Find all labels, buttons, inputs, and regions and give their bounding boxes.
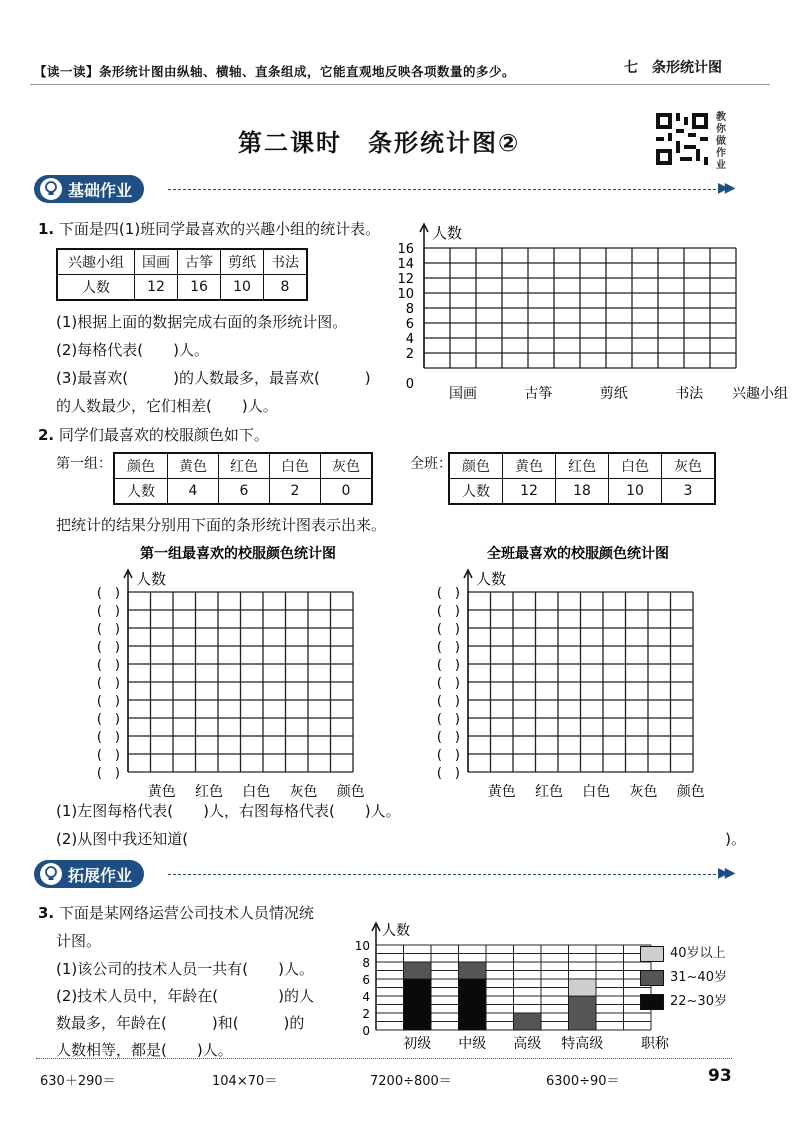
footer-rule (36, 1058, 732, 1059)
table-cell: 8 (264, 275, 308, 301)
y-tick-label: 4 (362, 990, 370, 1004)
x-category-label: 国画 (449, 386, 477, 402)
table-row (114, 453, 372, 479)
y-tick-placeholder: ( ) (96, 604, 120, 619)
legend-label: 22~30岁 (670, 994, 727, 1009)
table-cell: 人数 (449, 479, 503, 505)
table-cell: 灰色 (321, 453, 373, 479)
table-cell: 12 (503, 479, 556, 505)
table-cell: 兴趣小组 (57, 249, 135, 275)
table-row (57, 275, 307, 301)
basic-section-badge (34, 175, 144, 203)
legend-label: 40岁以上 (670, 946, 726, 961)
y-tick-label: 16 (397, 242, 414, 257)
q1-sub3b[interactable]: 的人数最少，它们相差( )人。 (56, 397, 278, 415)
table-cell: 书法 (264, 249, 308, 275)
x-axis-label: 兴趣小组 (732, 386, 788, 402)
page-title: 第二课时 条形统计图② (238, 129, 521, 157)
y-tick-placeholder: ( ) (436, 748, 460, 763)
table-row (449, 479, 715, 505)
q2-stem-text: 同学们最喜欢的校服颜色如下。 (58, 426, 269, 444)
footer-calc-2[interactable]: 104×70＝ (212, 1074, 278, 1089)
y-axis-label: 人数 (432, 224, 463, 242)
y-tick-label: 6 (405, 317, 414, 332)
q3-sub1[interactable]: (1)该公司的技术人员一共有( )人。 (56, 960, 314, 978)
table-row (57, 249, 307, 275)
basic-section-title: 基础作业 (68, 180, 133, 200)
bar-segment (404, 979, 432, 1030)
page-number: 93 (708, 1066, 732, 1086)
bar-segment (569, 996, 597, 1030)
bar-segment (404, 962, 432, 979)
footer-calc-4[interactable]: 6300÷90＝ (546, 1074, 620, 1089)
legend-item (640, 966, 727, 990)
legend-swatch (640, 994, 664, 1010)
q3-stem-text: 下面是某网络运营公司技术人员情况统 (58, 904, 314, 922)
y-tick-label: 8 (405, 302, 414, 317)
y-tick-placeholder: ( ) (436, 694, 460, 709)
x-category-label: 中级 (458, 1036, 487, 1052)
table-cell: 灰色 (662, 453, 716, 479)
bar-segment (514, 1013, 542, 1030)
x-category-label: 灰色 (289, 784, 318, 800)
x-category-label: 白色 (582, 784, 611, 800)
chapter-label: 七 条形统计图 (624, 60, 722, 76)
q1-table (56, 248, 308, 301)
y-tick-label: 6 (362, 973, 370, 987)
y-tick-placeholder: ( ) (436, 622, 460, 637)
legend-item (640, 990, 727, 1014)
legend-item (640, 942, 727, 966)
section-divider (168, 189, 716, 190)
y-tick-label: 2 (362, 1007, 370, 1021)
legend-swatch (640, 970, 664, 986)
table-cell: 红色 (219, 453, 270, 479)
qr-caption: 教你做作业 (716, 112, 726, 171)
y-tick-label: 10 (354, 939, 370, 953)
x-axis-label: 颜色 (676, 784, 705, 800)
x-category-label: 初级 (403, 1036, 432, 1052)
y-tick-placeholder: ( ) (96, 640, 120, 655)
q3-sub2a[interactable]: (2)技术人员中，年龄在( )的人 (56, 987, 314, 1005)
y-tick-label: 4 (405, 332, 414, 347)
table-row (449, 453, 715, 479)
table-cell: 16 (178, 275, 221, 301)
x-axis-label: 颜色 (336, 784, 365, 800)
y-tick-placeholder: ( ) (436, 730, 460, 745)
y-tick-placeholder: ( ) (96, 730, 120, 745)
q2-class-label: 全班： (410, 456, 452, 472)
y-tick-placeholder: ( ) (96, 622, 120, 637)
x-category-label: 红色 (195, 784, 223, 800)
q2-instruction: 把统计的结果分别用下面的条形统计图表示出来。 (56, 516, 387, 534)
q1-sub3a[interactable]: (3)最喜欢( )的人数最多，最喜欢( ) (56, 369, 371, 387)
x-axis-label: 职称 (641, 1036, 669, 1052)
x-category-label: 特高级 (561, 1036, 604, 1052)
x-category-label: 书法 (675, 386, 704, 402)
y-tick-placeholder: ( ) (436, 712, 460, 727)
y-tick-label: 8 (362, 956, 370, 970)
q2-group-label: 第一组： (56, 456, 112, 472)
table-cell: 人数 (57, 275, 135, 301)
y-axis-label: 人数 (136, 570, 167, 588)
q1-sub1: (1)根据上面的数据完成右面的条形统计图。 (56, 313, 348, 331)
q2-stem (38, 425, 269, 445)
y-tick-placeholder: ( ) (436, 640, 460, 655)
legend-swatch (640, 946, 664, 962)
table-cell: 6 (219, 479, 270, 505)
y-tick-placeholder: ( ) (96, 658, 120, 673)
staff-stacked-bar-chart[interactable] (346, 915, 669, 1055)
lightbulb-icon (40, 863, 62, 885)
x-category-label: 白色 (242, 784, 271, 800)
table-cell: 白色 (270, 453, 321, 479)
table-cell: 人数 (114, 479, 168, 505)
y-tick-placeholder: ( ) (436, 604, 460, 619)
q3-sub2b[interactable]: 数最多，年龄在( )和( )的 (56, 1014, 305, 1032)
extended-section-title: 拓展作业 (68, 865, 133, 885)
q3-number: 3. (38, 904, 55, 922)
table-cell: 0 (321, 479, 373, 505)
table-cell: 颜色 (114, 453, 168, 479)
y-tick-placeholder: ( ) (96, 586, 120, 601)
chart-title: 第一组最喜欢的校服颜色统计图 (140, 546, 336, 562)
y-tick-label: 14 (397, 257, 414, 272)
reading-tip: 【读一读】条形统计图由纵轴、横轴、直条组成，它能直观地反映各项数量的多少。 (34, 64, 516, 79)
y-axis-label: 人数 (476, 570, 507, 588)
q2-number: 2. (38, 426, 55, 444)
y-axis-label: 人数 (382, 923, 410, 939)
q2-sub2-start: (2)从图中我还知道( (56, 830, 189, 848)
table-cell: 白色 (609, 453, 662, 479)
chart-title: 全班最喜欢的校服颜色统计图 (487, 546, 669, 562)
bar-segment (459, 962, 487, 979)
q3-stem (38, 903, 314, 923)
y-tick-placeholder: ( ) (436, 676, 460, 691)
q2-class-table (448, 452, 716, 505)
footer-calc-3[interactable]: 7200÷800＝ (370, 1074, 452, 1089)
q2-sub2-end: )。 (725, 830, 746, 848)
x-category-label: 黄色 (487, 784, 516, 800)
y-tick-placeholder: ( ) (96, 712, 120, 727)
extended-section-badge (34, 860, 144, 888)
section-divider (168, 874, 716, 875)
y-tick-placeholder: ( ) (96, 676, 120, 691)
table-cell: 18 (556, 479, 609, 505)
double-arrow-icon: ▶▶ (718, 180, 732, 196)
table-cell: 颜色 (449, 453, 503, 479)
y-tick-placeholder: ( ) (96, 748, 120, 763)
table-cell: 黄色 (168, 453, 219, 479)
table-cell: 黄色 (503, 453, 556, 479)
bar-segment (459, 979, 487, 1030)
q2-sub2[interactable] (56, 829, 746, 849)
y-tick-label: 0 (362, 1024, 370, 1038)
x-category-label: 红色 (535, 784, 563, 800)
x-category-label: 古筝 (524, 386, 553, 402)
group-color-bar-chart[interactable] (80, 540, 380, 800)
legend-label: 31~40岁 (670, 970, 727, 985)
y-tick-placeholder: ( ) (436, 586, 460, 601)
q1-sub2[interactable]: (2)每格代表( )人。 (56, 341, 209, 359)
table-cell: 剪纸 (221, 249, 264, 275)
q3-stem-cont: 计图。 (56, 932, 102, 950)
bar-segment (569, 979, 597, 996)
x-category-label: 黄色 (147, 784, 176, 800)
y-tick-placeholder: ( ) (96, 694, 120, 709)
y-tick-placeholder: ( ) (436, 658, 460, 673)
y-tick-label: 12 (397, 272, 414, 287)
qr-code-icon[interactable] (656, 112, 708, 166)
q2-group-table (113, 452, 373, 505)
q1-stem (38, 219, 380, 239)
table-cell: 3 (662, 479, 716, 505)
y-tick-placeholder: ( ) (96, 766, 120, 781)
y-tick-label: 2 (405, 347, 414, 362)
footer-calc-1[interactable]: 630＋290＝ (40, 1074, 116, 1089)
double-arrow-icon: ▶▶ (718, 865, 732, 881)
chart3-legend (640, 942, 727, 1014)
q2-sub1[interactable]: (1)左图每格代表( )人，右图每格代表( )人。 (56, 802, 401, 820)
table-cell: 古筝 (178, 249, 221, 275)
q3-sub2c[interactable]: 人数相等，都是( )人。 (56, 1041, 233, 1059)
table-cell: 10 (221, 275, 264, 301)
x-category-label: 灰色 (629, 784, 658, 800)
table-cell: 10 (609, 479, 662, 505)
q1-number: 1. (38, 220, 55, 238)
lightbulb-icon (40, 178, 62, 200)
table-cell: 12 (135, 275, 178, 301)
table-cell: 红色 (556, 453, 609, 479)
y-tick-label: 0 (405, 377, 414, 392)
y-tick-label: 10 (397, 287, 414, 302)
x-category-label: 剪纸 (599, 386, 628, 402)
header-rule (30, 84, 770, 85)
q1-bar-chart[interactable] (370, 212, 788, 402)
table-cell: 国画 (135, 249, 178, 275)
table-row (114, 479, 372, 505)
table-cell: 2 (270, 479, 321, 505)
y-tick-placeholder: ( ) (436, 766, 460, 781)
x-category-label: 高级 (513, 1036, 542, 1052)
class-color-bar-chart[interactable] (420, 540, 720, 800)
q1-stem-text: 下面是四(1)班同学最喜欢的兴趣小组的统计表。 (58, 220, 381, 238)
table-cell: 4 (168, 479, 219, 505)
